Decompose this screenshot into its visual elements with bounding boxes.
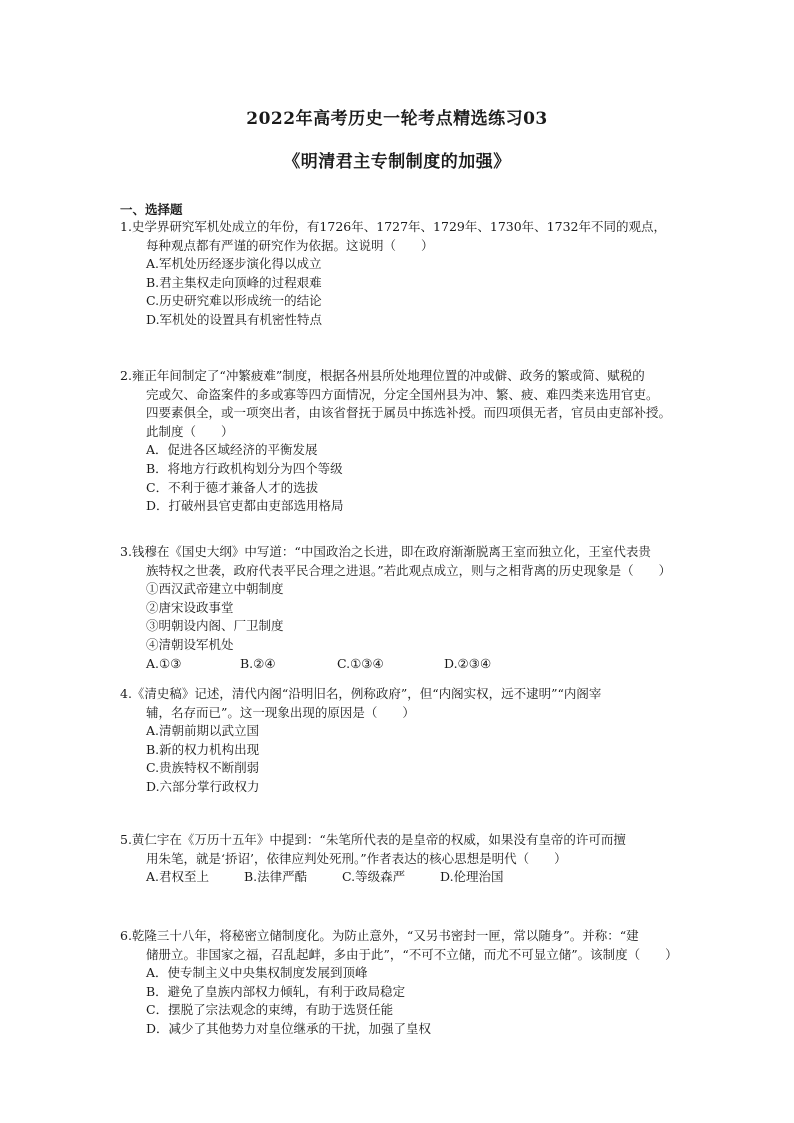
question-6-stem-line1: 6.乾隆三十八年，将秘密立储制度化。为防止意外，“又另书密封一匣，常以随身”。并称：“建	[120, 928, 639, 943]
question-1-stem-line2: 每种观点都有严谨的研究作为依据。这说明（ ）	[146, 237, 434, 253]
question-3-item-1: ①西汉武帝建立中朝制度	[146, 581, 284, 597]
question-3-option-d: D.②③④	[444, 655, 492, 671]
question-3-options-row	[120, 655, 705, 674]
question-1-option-c: C.历史研究难以形成统一的结论	[146, 293, 322, 309]
question-5-stem-line1: 5.黄仁宇在《万历十五年》中提到：“朱笔所代表的是皇帝的权威，如果没有皇帝的许可而擅	[120, 832, 626, 847]
question-5-stem-line2: 用朱笔，就是‘挢诏’，依律应判处死刑。”作者表达的核心思想是明代（ ）	[146, 850, 567, 866]
question-2-stem-line4: 此制度（ ）	[146, 423, 234, 439]
page-title: 2022年高考历史一轮考点精选练习03	[246, 109, 548, 129]
question-2	[120, 367, 705, 516]
question-6	[120, 927, 705, 1039]
question-3-option-b: B.②④	[240, 655, 276, 671]
question-4-option-d: D.六部分掌行政权力	[146, 778, 260, 794]
question-4-option-a: A.清朝前期以武立国	[146, 723, 260, 739]
question-1-stem-line1: 1.史学界研究军机处成立的年份，有1726年、1727年、1729年、1730年、1732年不同的观点，	[120, 219, 666, 234]
question-2-option-a: A．促进各区域经济的平衡发展	[146, 442, 318, 458]
question-4	[120, 685, 705, 797]
question-5-option-d: D.伦理治国	[440, 869, 504, 885]
question-3-option-a: A.①③	[146, 655, 182, 671]
question-6-stem-line2: 储册立。非国家之福，召乱起衅，多由于此”，“不可不立储，而尤不可显立储”。该制度（ ）	[146, 946, 678, 962]
question-6-option-d: D．减少了其他势力对皇位继承的干扰，加强了皇权	[146, 1020, 432, 1036]
question-1	[120, 218, 705, 330]
question-3-item-4: ④清朝设军机处	[146, 636, 234, 652]
question-3-item-3: ③明朝设内阁、厂卫制度	[146, 618, 284, 634]
question-2-stem-line2: 完或欠、命盗案件的多或寡等四方面情况，分定全国州县为冲、繁、疲、难四类来选用官吏。	[146, 386, 659, 402]
question-4-stem-line2: 辅，名存而已”。这一现象出现的原因是（ ）	[146, 704, 415, 720]
question-5-option-c: C.等级森严	[342, 869, 406, 885]
question-4-option-b: B.新的权力机构出现	[146, 741, 260, 757]
question-5-options-row	[120, 868, 705, 887]
question-3-option-c: C.①③④	[337, 655, 384, 671]
question-2-option-b: B．将地方行政机构划分为四个等级	[146, 460, 343, 476]
question-2-stem-line3: 四要素俱全，或一项突出者，由该省督抚于属员中拣选补授。而四项俱无者，官员由吏部补授。	[146, 405, 672, 421]
question-4-stem-line1: 4.《清史稿》记述，清代内阁“沿明旧名，例称政府”，但“内阁实权，远不逮明”“内阁宰	[120, 686, 602, 701]
question-6-option-b: B．避免了皇族内部权力倾轧，有利于政局稳定	[146, 983, 406, 999]
question-6-option-a: A．使专制主义中央集权制度发展到顶峰	[146, 965, 368, 981]
question-2-stem-line1: 2.雍正年间制定了“冲繁疲难”制度，根据各州县所处地理位置的冲或僻、政务的繁或简、赋税的	[120, 368, 645, 383]
question-3-item-2: ②唐宋设政事堂	[146, 599, 234, 615]
question-3	[120, 543, 705, 673]
section-heading: 一、选择题	[120, 202, 183, 217]
question-1-option-a: A.军机处历经逐步演化得以成立	[146, 256, 322, 272]
question-5-option-b: B.法律严酷	[244, 869, 308, 885]
question-4-option-c: C.贵族特权不断削弱	[146, 760, 260, 776]
question-1-option-b: B.君主集权走向顶峰的过程艰难	[146, 274, 322, 290]
question-3-stem-line2: 族特权之世袭，政府代表平民合理之进退。”若此观点成立，则与之相背离的历史现象是（ ）	[146, 562, 672, 578]
question-2-option-d: D．打破州县官吏都由吏部选用格局	[146, 498, 344, 514]
question-3-stem-line1: 3.钱穆在《国史大纲》中写道：“中国政治之长进，即在政府渐渐脱离王室而独立化，王室代表贵	[120, 544, 651, 559]
question-6-option-c: C．摆脱了宗法观念的束缚，有助于选贤任能	[146, 1002, 394, 1018]
question-1-option-d: D.军机处的设置具有机密性特点	[146, 311, 323, 327]
page-subtitle: 《明清君主专制制度的加强》	[283, 152, 511, 172]
question-5-option-a: A.君权至上	[146, 869, 210, 885]
question-5	[120, 831, 705, 887]
question-2-option-c: C．不利于德才兼备人才的选拔	[146, 479, 319, 495]
